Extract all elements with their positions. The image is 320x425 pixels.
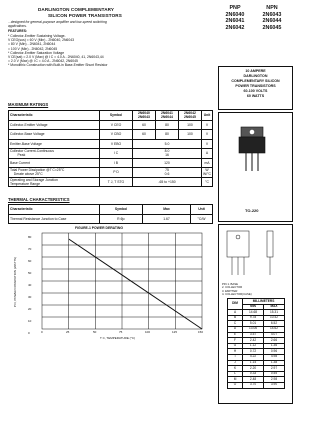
summary-line: COMPLEMENTARY SILICON	[231, 79, 280, 83]
table-cell: 14.62	[264, 326, 285, 332]
table-cell: V CEO	[100, 120, 133, 130]
title-line-1: DARLINGTON COMPLEMENTARY	[38, 7, 115, 12]
summary-line: 60 WATTS	[246, 94, 265, 98]
feature-line: = 80 V (Min) - 2N6041, 2N6044	[8, 42, 56, 47]
table-cell: 15.31	[264, 310, 285, 316]
feature-line: * Collector-Emitter Saturation Voltage	[8, 50, 65, 55]
table-cell: A	[228, 310, 243, 316]
table-cell: 2.48	[243, 377, 264, 383]
pin-label: 2. COLLECTOR	[222, 285, 243, 290]
description-line-1: ...designed for general-purpose amplifier and low-speed switching	[8, 20, 107, 24]
table-cell: Collector-Emitter Voltage	[9, 120, 100, 130]
table-cell: Base Current	[9, 158, 100, 168]
table-cell: 4.07	[264, 332, 285, 338]
table-cell: 4.22	[243, 354, 264, 360]
table-cell: I B	[100, 158, 133, 168]
y-tick-label: 20	[28, 307, 32, 311]
table-cell: 60	[133, 120, 156, 130]
table-cell: 5.01	[243, 321, 264, 327]
table-header-cell: DIM	[228, 299, 243, 310]
summary-line: 60-100 VOLTS	[243, 89, 268, 93]
x-tick-label: 50	[93, 330, 97, 334]
table-cell: F	[228, 338, 243, 344]
table-row	[9, 177, 213, 187]
table-cell: 100	[179, 120, 202, 130]
part-number: 2N6043	[262, 11, 282, 18]
x-tick-label: 100	[145, 330, 151, 334]
table-row	[9, 158, 213, 168]
pnp-label: PNP	[229, 5, 241, 11]
summary-line: DARLINGTON	[243, 74, 268, 78]
feature-line: V CE(sat) = 2.0 V (Max) @ I C = 4.0 A - 2N6040, 41, 2N6043,44	[8, 55, 104, 60]
x-tick-label: 75	[119, 330, 123, 334]
table-header-cell: MAX	[264, 304, 285, 310]
table-header-cell: MILLIMETERS	[243, 299, 285, 305]
table-cell: 80	[156, 130, 179, 140]
table-cell: A	[202, 149, 213, 159]
table-cell: 3.90	[264, 382, 285, 388]
description-line-2: applications.	[8, 24, 27, 28]
table-cell: 3.57	[243, 332, 264, 338]
table-cell: mA	[202, 158, 213, 168]
table-cell: 5.0	[133, 139, 202, 149]
summary-line: 10 AMPERE	[245, 69, 266, 73]
outline-drawing-icon	[219, 225, 294, 285]
table-cell: D	[228, 326, 243, 332]
pin-label: 3. EMITTER	[222, 288, 238, 293]
table-cell: 0.33	[243, 371, 264, 377]
pin-label: PIN 1. BASE	[222, 282, 239, 286]
table-row	[9, 214, 213, 224]
table-cell: 60	[133, 130, 156, 140]
table-row	[9, 149, 213, 159]
table-cell: I C	[100, 149, 133, 159]
table-cell: 14.68	[243, 310, 264, 316]
table-cell: 2.98	[264, 377, 285, 383]
y-tick-label: 70	[28, 247, 32, 251]
table-cell: 6.52	[264, 321, 285, 327]
table-cell: 0.96	[264, 349, 285, 355]
table-cell: E	[228, 332, 243, 338]
feature-line: = 2.0 V (Max) @ I C = 4.0 A - 2N6042, 2N6045	[8, 59, 78, 64]
table-row	[9, 130, 213, 140]
y-tick-label: 10	[28, 319, 32, 323]
table-cell: 2.66	[264, 338, 285, 344]
table-cell: V	[202, 130, 213, 140]
table-header-cell: Unit	[191, 205, 213, 215]
graph-title: FIGURE-1 POWER DERATING	[75, 226, 123, 230]
table-cell: 75 0.6	[133, 168, 202, 178]
x-tick-label: 125	[172, 330, 178, 334]
npn-label: NPN	[266, 5, 278, 11]
table-cell: 10.42	[264, 315, 285, 321]
table-cell: 1.14	[243, 360, 264, 366]
table-row	[9, 168, 213, 178]
table-cell: 0.55	[264, 371, 285, 377]
table-cell: T J, T STG	[100, 177, 133, 187]
table-cell: 1.12	[243, 343, 264, 349]
table-header-cell: Symbol	[100, 205, 143, 215]
table-cell: V EBO	[100, 139, 133, 149]
x-tick-label: 0	[41, 330, 43, 334]
table-row	[9, 139, 213, 149]
table-cell: 8.0 16	[133, 149, 202, 159]
feature-line: = 100 V (Min) - 2N6042, 2N6045	[8, 46, 58, 51]
x-tick-label: 150	[198, 330, 204, 334]
table-cell: 3.70	[243, 382, 264, 388]
graph-y-ticks	[28, 231, 31, 339]
table-cell: B	[228, 315, 243, 321]
table-cell: -65 to +150	[133, 177, 202, 187]
y-tick-label: 80	[28, 235, 32, 239]
features-title: FEATURES:	[8, 29, 28, 33]
table-cell: I	[228, 354, 243, 360]
graph-plot	[20, 225, 215, 343]
part-number: 2N6045	[262, 24, 282, 31]
table-cell: 0.72	[243, 349, 264, 355]
npn-part-numbers	[252, 5, 292, 31]
pin-label: 4. COLLECTOR(CASE)	[222, 291, 252, 296]
table-cell: °C	[202, 177, 213, 187]
table-cell: G	[228, 343, 243, 349]
feature-line: * Monolithic Construction with Built-in Base-Emitter Shunt Resistor	[8, 63, 108, 68]
title-line-2: SILICON POWER TRANSISTORS	[48, 13, 122, 18]
table-cell: J	[228, 360, 243, 366]
table-cell: Collector Current-Continuous Peak	[9, 149, 100, 159]
feature-line: V CEO(sus) = 60 V (Min) - 2N6040, 2N6043	[8, 38, 74, 43]
table-cell: M	[228, 377, 243, 383]
table-header-cell: Max	[143, 205, 191, 215]
table-header-row	[9, 111, 213, 121]
table-row	[9, 120, 213, 130]
table-cell: P D	[100, 168, 133, 178]
table-header-cell: Unit	[202, 111, 213, 121]
table-header-cell: 2N6040 2N6043	[133, 111, 156, 121]
y-tick-label: 40	[28, 283, 32, 287]
pnp-part-numbers	[215, 5, 255, 31]
part-number: 2N6042	[225, 24, 245, 31]
table-cell: 2.97	[264, 366, 285, 372]
table-header-cell: Characteristic	[9, 111, 100, 121]
y-tick-label: 30	[28, 295, 32, 299]
table-cell: O	[228, 382, 243, 388]
power-derating-graph	[13, 225, 215, 343]
y-tick-label: 0	[28, 331, 30, 335]
table-cell: Operating and Storage Junction Temperature Range	[9, 177, 100, 187]
thermal-table	[8, 204, 213, 224]
table-cell: Total Power Dissipation @T C=25°C Derate above 25°C	[9, 168, 100, 178]
table-header-cell: Characteristic	[9, 205, 100, 215]
table-cell: 13.06	[243, 326, 264, 332]
table-cell: Thermal Resistance Junction to Case	[9, 214, 100, 224]
table-cell: 80	[156, 120, 179, 130]
table-cell: 4.98	[264, 354, 285, 360]
graph-y-label: P D, POWER DISSIPATION (WATTS)	[13, 256, 18, 308]
summary-line: POWER TRANSISTORS	[235, 84, 276, 88]
table-cell: H	[228, 349, 243, 355]
max-ratings-table	[8, 110, 213, 187]
table-cell: 100	[179, 130, 202, 140]
to220-package-icon	[219, 113, 294, 223]
thermal-title: THERMAL CHARACTERISTICS	[8, 197, 70, 202]
table-cell: V	[202, 120, 213, 130]
y-tick-label: 60	[28, 259, 32, 263]
table-cell: Collector-Base Voltage	[9, 130, 100, 140]
part-number: 2N6040	[225, 11, 245, 18]
table-row	[228, 382, 285, 388]
table-cell: 120	[133, 158, 202, 168]
table-cell: 1.38	[264, 360, 285, 366]
table-cell: 1.36	[264, 343, 285, 349]
max-ratings-title: MAXIMUM RATINGS	[8, 102, 49, 107]
package-label: TO-220	[245, 208, 259, 213]
feature-line: * Collector-Emitter Sustaining Voltage-	[8, 34, 66, 38]
table-cell: 2.20	[243, 366, 264, 372]
features-list	[8, 34, 108, 68]
table-cell: 9.78	[243, 315, 264, 321]
graph-x-label: T C, TEMPERATURE (°C)	[100, 336, 136, 340]
dimensions-table	[227, 298, 285, 389]
table-cell: V CBO	[100, 130, 133, 140]
outline-drawing-box	[218, 224, 293, 404]
table-cell: C	[228, 321, 243, 327]
table-cell: V	[202, 139, 213, 149]
table-cell: W W/°C	[203, 168, 211, 177]
table-header-cell: 2N6042 2N6045	[179, 111, 202, 121]
table-header-cell: MIN	[243, 304, 264, 310]
table-cell: 1.67	[143, 214, 191, 224]
pin-labels	[222, 283, 252, 296]
table-cell: L	[228, 371, 243, 377]
table-cell: R θjc	[100, 214, 143, 224]
summary-box	[218, 66, 293, 110]
package-drawing-box	[218, 112, 293, 222]
part-number: 2N6044	[262, 18, 282, 25]
x-tick-label: 25	[66, 330, 70, 334]
table-header-cell: Symbol	[100, 111, 133, 121]
table-cell: °C/W	[191, 214, 213, 224]
table-cell: K	[228, 366, 243, 372]
table-cell: 2.42	[243, 338, 264, 344]
table-cell: Emitter-Base Voltage	[9, 139, 100, 149]
table-header-row	[9, 205, 213, 215]
table-header-cell: 2N6041 2N6044	[156, 111, 179, 121]
y-tick-label: 50	[28, 271, 32, 275]
part-number: 2N6041	[225, 18, 245, 25]
